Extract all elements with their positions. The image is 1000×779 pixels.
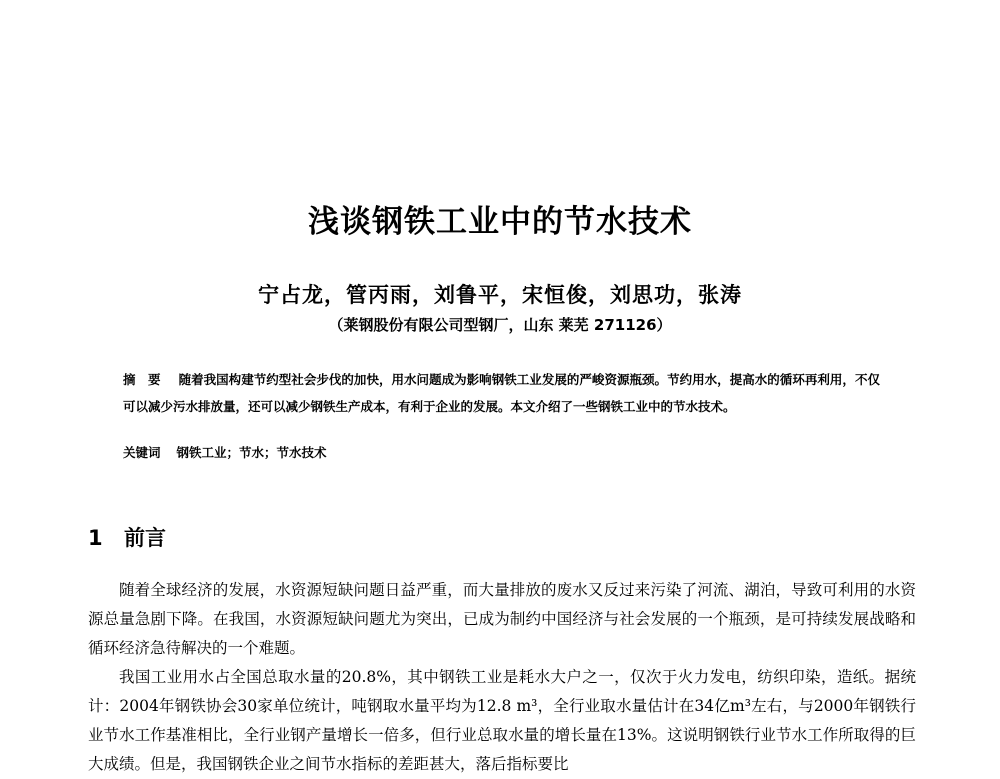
keywords-text: 钢铁工业；节水；节水技术 <box>176 445 327 460</box>
paragraph: 随着全球经济的发展，水资源短缺问题日益严重，而大量排放的废水又反过来污染了河流、湖泊，导致可利用的水资源总量急剧下降。在我国，水资源短缺问题尤为突出，已成为制约中国经济与社会发展的一个瓶颈，是可持续发展战略和循环经济急待解决的一个难题。 <box>88 581 916 657</box>
keywords-label: 关键词 <box>123 445 161 460</box>
paragraph: 我国工业用水占全国总取水量的20.8%，其中钢铁工业是耗水大户之一，仅次于火力发电，纺织印染，造纸。据统计：2004年钢铁协会30家单位统计，吨钢取水量平均为12.8 m³，全行业取水量估计在34亿m³左右，与2000年钢铁行业节水工作基准相比，全行业钢产量增长一倍多，但行业总取水量的增长量在13%。这说明钢铁行业节水工作所取得的巨大成绩。但是，我国钢铁企业之间节水指标的差距甚大，落后指标要比 <box>88 668 916 773</box>
paper-title: 浅谈钢铁工业中的节水技术 <box>308 204 692 240</box>
section-heading <box>88 522 166 552</box>
section-number: 1 <box>88 526 103 550</box>
author-list: 宁占龙，管丙雨，刘鲁平，宋恒俊，刘思功，张涛 <box>258 282 742 307</box>
abstract <box>123 366 880 420</box>
abstract-text: 随着我国构建节约型社会步伐的加快，用水问题成为影响钢铁工业发展的严峻资源瓶颈。节约用水，提高水的循环再利用，不仅可以减少污水排放量，还可以减少钢铁生产成本，有利于企业的发展。本文介绍了一些钢铁工业中的节水技术。 <box>123 372 880 414</box>
abstract-label: 摘 要 <box>123 372 161 387</box>
section-title: 前言 <box>124 526 166 550</box>
body-text <box>88 576 916 779</box>
keywords <box>123 443 327 461</box>
affiliation: （莱钢股份有限公司型钢厂，山东 莱芜 271126） <box>328 316 672 334</box>
